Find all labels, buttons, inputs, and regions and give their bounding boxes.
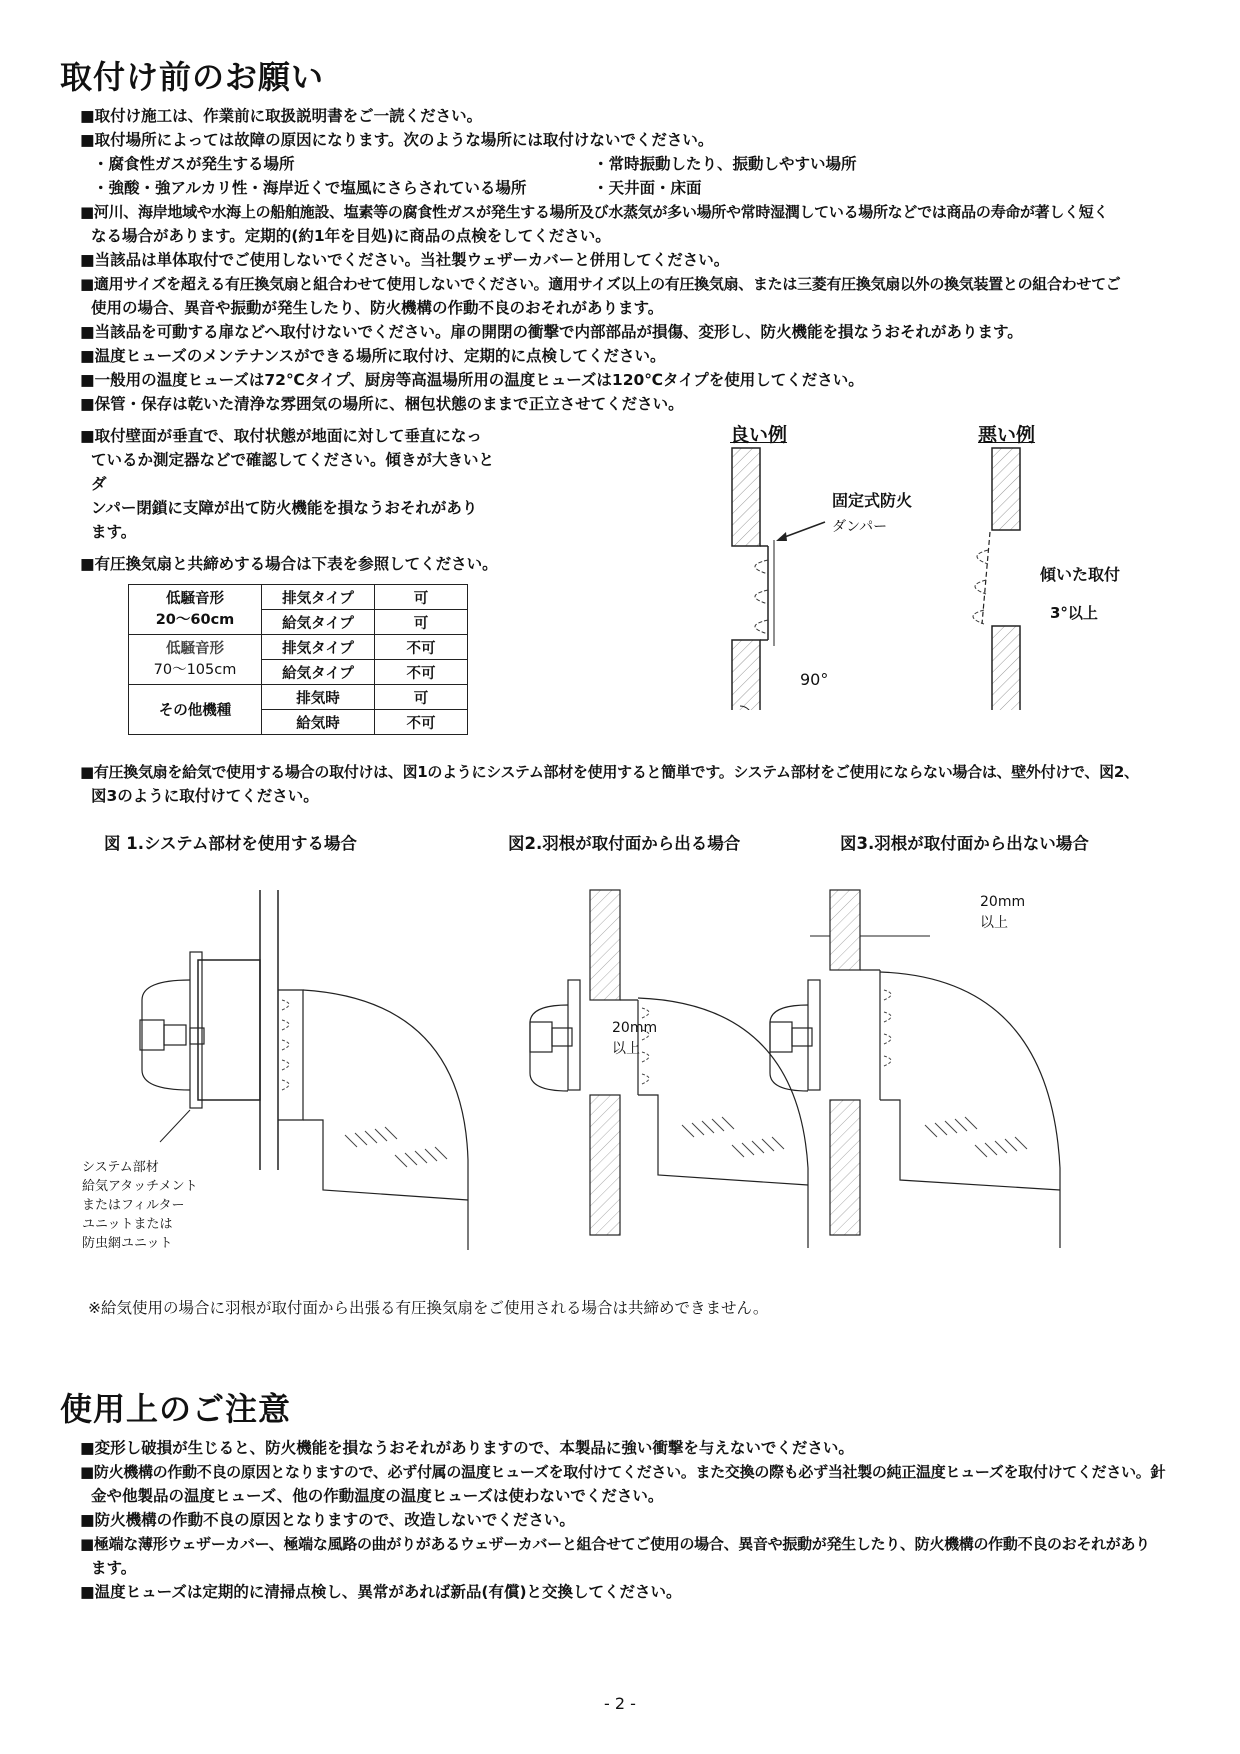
install-notes xyxy=(80,104,1190,416)
fig2-dim-unit: 以上 xyxy=(612,1041,640,1057)
place-item: ・腐食性ガスが発生する場所 xyxy=(93,155,295,173)
note-line: ■温度ヒューズは定期的に清掃点検し、異常があれば新品(有償)と交換してください。 xyxy=(80,1583,682,1601)
figure-2 xyxy=(530,890,808,1248)
note-line: 図3のように取付けてください。 xyxy=(91,787,319,805)
note-line: ■当該品は単体取付でご使用しないでください。当社製ウェザーカバーと併用してください。 xyxy=(80,251,730,269)
good-example-wall xyxy=(732,448,774,710)
note-line: ます。 xyxy=(91,523,137,541)
fig2-dim-value: 20mm xyxy=(612,1020,658,1036)
table-cell: 給気時 xyxy=(262,710,375,735)
table-group-cell: 低騒音形 70～105cm xyxy=(129,635,262,685)
table-cell: 不可 xyxy=(375,660,468,685)
fig1-label: 給気アタッチメント xyxy=(82,1179,198,1194)
figure-footnote: ※給気使用の場合に羽根が取付面から出張る有圧換気扇をご使用される場合は共締めできません。 xyxy=(88,1299,769,1317)
note-line: 使用の場合、異音や振動が発生したり、防火機構の作動不良のおそれがあります。 xyxy=(91,299,664,317)
damper-arrow xyxy=(782,522,825,538)
places-list xyxy=(80,152,1190,200)
table-group-cell: その他機種 xyxy=(129,685,262,735)
note-line: ■極端な薄形ウェザーカバー、極端な風路の曲がりがあるウェザーカバーと組合せてご使用の場合、異音や振動が発生したり、防火機構の作動不良のおそれがあり xyxy=(80,1535,1150,1553)
note-line: ■有圧換気扇を給気で使用する場合の取付けは、図1のようにシステム部材を使用すると簡単です。システム部材をご使用にならない場合は、壁外付けで、図2、 xyxy=(80,763,1139,781)
supply-install-note xyxy=(80,760,1190,808)
fig3-caption: 図3.羽根が取付面から出ない場合 xyxy=(840,834,1089,853)
usage-notes xyxy=(80,1436,1190,1604)
section-title-before-install: 取付け前のお願い xyxy=(60,58,325,96)
table-cell: 可 xyxy=(375,585,468,610)
table-cell: 不可 xyxy=(375,710,468,735)
good-bad-example-diagram xyxy=(700,410,1160,710)
note-line: ■保管・保存は乾いた清浄な雰囲気の場所に、梱包状態のままで正立させてください。 xyxy=(80,395,684,413)
tilted-install-label: 傾いた取付 xyxy=(1040,565,1121,584)
note-line: ■河川、海岸地域や水海上の船舶施設、塩素等の腐食性ガスが発生する場所及び水蒸気が多い場所や常時湿潤している場所などでは商品の寿命が著しく短く xyxy=(80,203,1109,221)
vertical-install-note xyxy=(80,424,500,544)
table-cell: 給気タイプ xyxy=(262,660,375,685)
compatibility-table xyxy=(128,584,468,735)
angle-90-label: 90° xyxy=(800,670,829,689)
table-cell: 不可 xyxy=(375,635,468,660)
note-line: ■適用サイズを超える有圧換気扇と組合わせて使用しないでください。適用サイズ以上の有圧換気扇、または三菱有圧換気扇以外の換気装置との組合わせてご xyxy=(80,275,1121,293)
note-line: ■変形し破損が生じると、防火機能を損なうおそれがありますので、本製品に強い衝撃を与えないでください。 xyxy=(80,1439,854,1457)
note-line: なる場合があります。定期的(約1年を目処)に商品の点検をしてください。 xyxy=(91,227,611,245)
note-line: ■当該品を可動する扉などへ取付けないでください。扉の開閉の衝撃で内部部品が損傷、変形し、防火機能を損なうおそれがあります。 xyxy=(80,323,1023,341)
fig1-label: ユニットまたは xyxy=(82,1217,173,1232)
note-line: ■取付壁面が垂直で、取付状態が地面に対して垂直になっ xyxy=(80,427,482,445)
note-line: ■取付場所によっては故障の原因になります。次のような場所には取付けないでください。 xyxy=(80,131,714,149)
damper-label-2: ダンパー xyxy=(832,519,888,535)
note-line: ■防火機構の作動不良の原因となりますので、必ず付属の温度ヒューズを取付けてください。また交換の際も必ず当社製の純正温度ヒューズを取付けてください。針 xyxy=(80,1463,1166,1481)
note-line: ます。 xyxy=(91,1559,137,1577)
table-cell: 可 xyxy=(375,685,468,710)
fig3-dim-value: 20mm xyxy=(980,894,1026,910)
bad-example-wall xyxy=(973,448,1020,710)
table-cell: 排気タイプ xyxy=(262,585,375,610)
damper-label: 固定式防火 xyxy=(832,491,913,510)
section-title-usage-cautions: 使用上のご注意 xyxy=(60,1390,292,1428)
note-line: ているか測定器などで確認してください。傾きが大きいとダ xyxy=(91,451,495,493)
fig1-label: 防虫網ユニット xyxy=(82,1236,173,1251)
tilt-3deg-label: 3°以上 xyxy=(1050,604,1098,622)
note-line: ■取付け施工は、作業前に取扱説明書をご一読ください。 xyxy=(80,107,483,125)
fig2-caption: 図2.羽根が取付面から出る場合 xyxy=(508,834,741,853)
fig1-label: またはフィルター xyxy=(82,1198,185,1213)
place-item: ・天井面・床面 xyxy=(593,179,702,197)
note-line: ■防火機構の作動不良の原因となりますので、改造しないでください。 xyxy=(80,1511,575,1529)
note-line: ■温度ヒューズのメンテナンスができる場所に取付け、定期的に点検してください。 xyxy=(80,347,666,365)
page-number: - 2 - xyxy=(604,1694,636,1713)
table-cell: 給気タイプ xyxy=(262,610,375,635)
installation-figures xyxy=(90,880,1190,1250)
bad-example-title: 悪い例 xyxy=(978,424,1036,446)
table-group-cell: 低騒音形 20～60cm xyxy=(129,585,262,635)
fig1-caption: 図 1.システム部材を使用する場合 xyxy=(104,834,357,853)
note-line: ■一般用の温度ヒューズは72℃タイプ、厨房等高温場所用の温度ヒューズは120℃タイプを使用してください。 xyxy=(80,371,864,389)
fig1-part-labels xyxy=(82,1158,198,1253)
place-item: ・強酸・強アルカリ性・海岸近くで塩風にさらされている場所 xyxy=(93,179,527,197)
note-line: 金や他製品の温度ヒューズ、他の作動温度の温度ヒューズは使わないでください。 xyxy=(91,1487,664,1505)
table-cell: 排気時 xyxy=(262,685,375,710)
figure-3 xyxy=(770,890,1060,1248)
table-cell: 排気タイプ xyxy=(262,635,375,660)
table-cell: 可 xyxy=(375,610,468,635)
table-intro: ■有圧換気扇と共締めする場合は下表を参照してください。 xyxy=(80,555,498,573)
fig1-label: システム部材 xyxy=(82,1160,159,1175)
place-item: ・常時振動したり、振動しやすい場所 xyxy=(593,155,857,173)
good-example-title: 良い例 xyxy=(730,424,788,446)
note-line: ンパー閉鎖に支障が出て防火機能を損なうおそれがあり xyxy=(91,499,478,517)
fig3-dim-unit: 以上 xyxy=(980,915,1008,931)
